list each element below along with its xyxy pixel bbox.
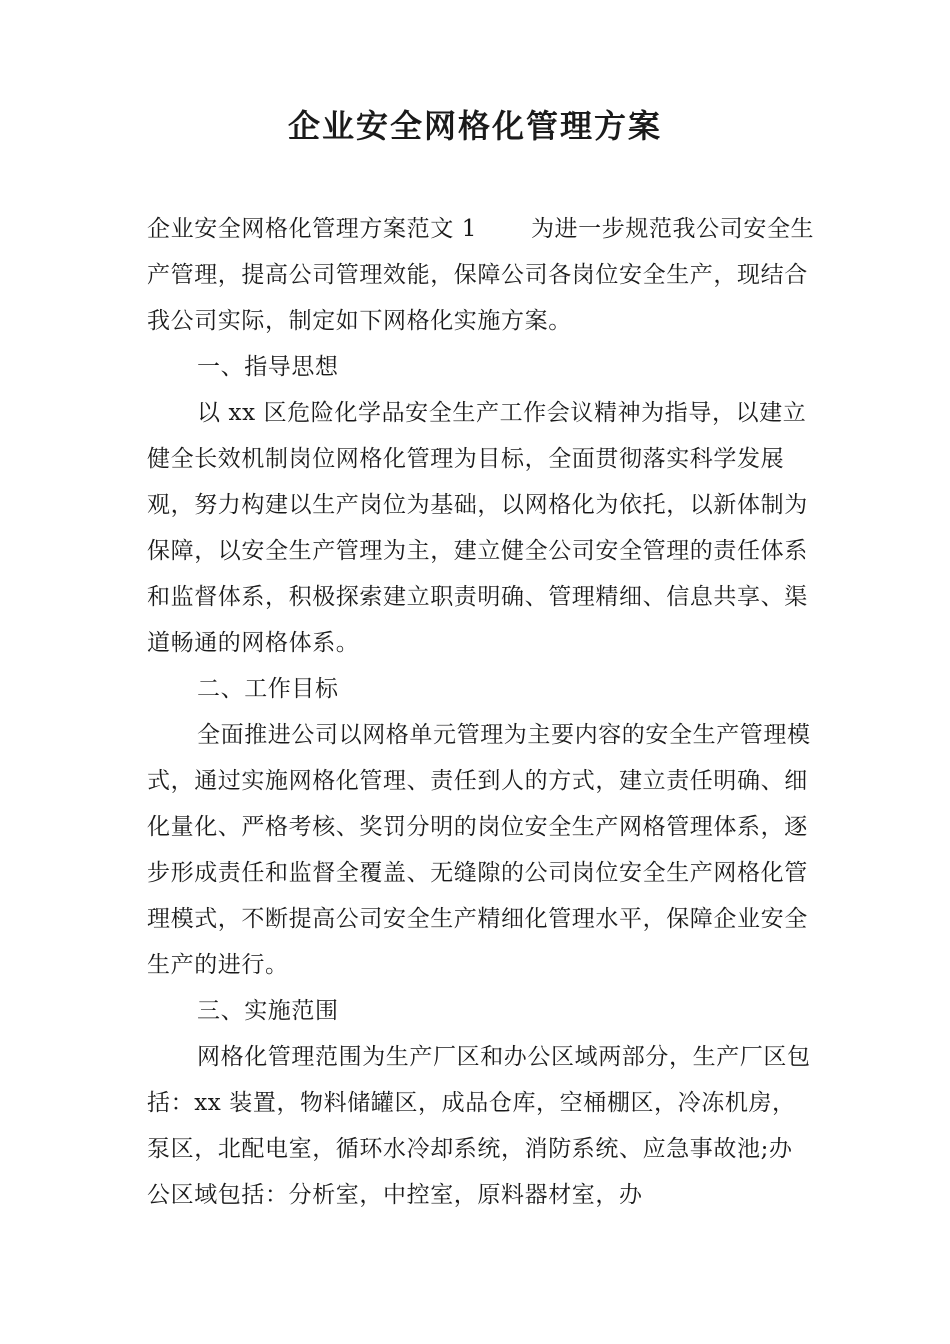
section-body-work-goals: 全面推进公司以网格单元管理为主要内容的安全生产管理模式，通过实施网格化管理、责任到人的方式，建立责任明确、细化量化、严格考核、奖罚分明的岗位安全生产网格管理体系，逐步形成责任和监督全覆盖、无缝隙的公司岗位安全生产网格化管理模式，不断提高公司安全生产精细化管理水平，保障企业安全生产的进行。 [147, 722, 811, 978]
document-title: 企业安全网格化管理方案 [287, 107, 662, 145]
section-heading-guiding-ideology: 一、指导思想 [197, 354, 339, 380]
section-heading-scope: 三、实施范围 [197, 998, 339, 1024]
section-body-guiding-ideology: 以 xx 区危险化学品安全生产工作会议精神为指导，以建立健全长效机制岗位网格化管理为目标，全面贯彻落实科学发展观，努力构建以生产岗位为基础，以网格化为依托，以新体制为保障，以安全生产管理为主，建立健全公司安全管理的责任体系和监督体系，积极探索建立职责明确、管理精细、信息共享、渠道畅通的网格体系。 [147, 400, 808, 656]
section-body-scope: 网格化管理范围为生产厂区和办公区域两部分，生产厂区包括：xx 装置，物料储罐区，成品仓库，空桶棚区，冷冻机房，泵区，北配电室，循环水冷却系统，消防系统、应急事故池;办公区域包括：分析室，中控室，原料器材室，办 [147, 1044, 811, 1208]
document-body [147, 206, 815, 1218]
intro-paragraph [147, 206, 815, 344]
section-heading-work-goals: 二、工作目标 [197, 676, 339, 702]
intro-text: 为进一步规范我公司安全生产管理，提高公司管理效能，保障公司各岗位安全生产，现结合我公司实际，制定如下网格化实施方案。 [147, 216, 815, 334]
intro-label: 企业安全网格化管理方案范文 1 [147, 216, 477, 242]
